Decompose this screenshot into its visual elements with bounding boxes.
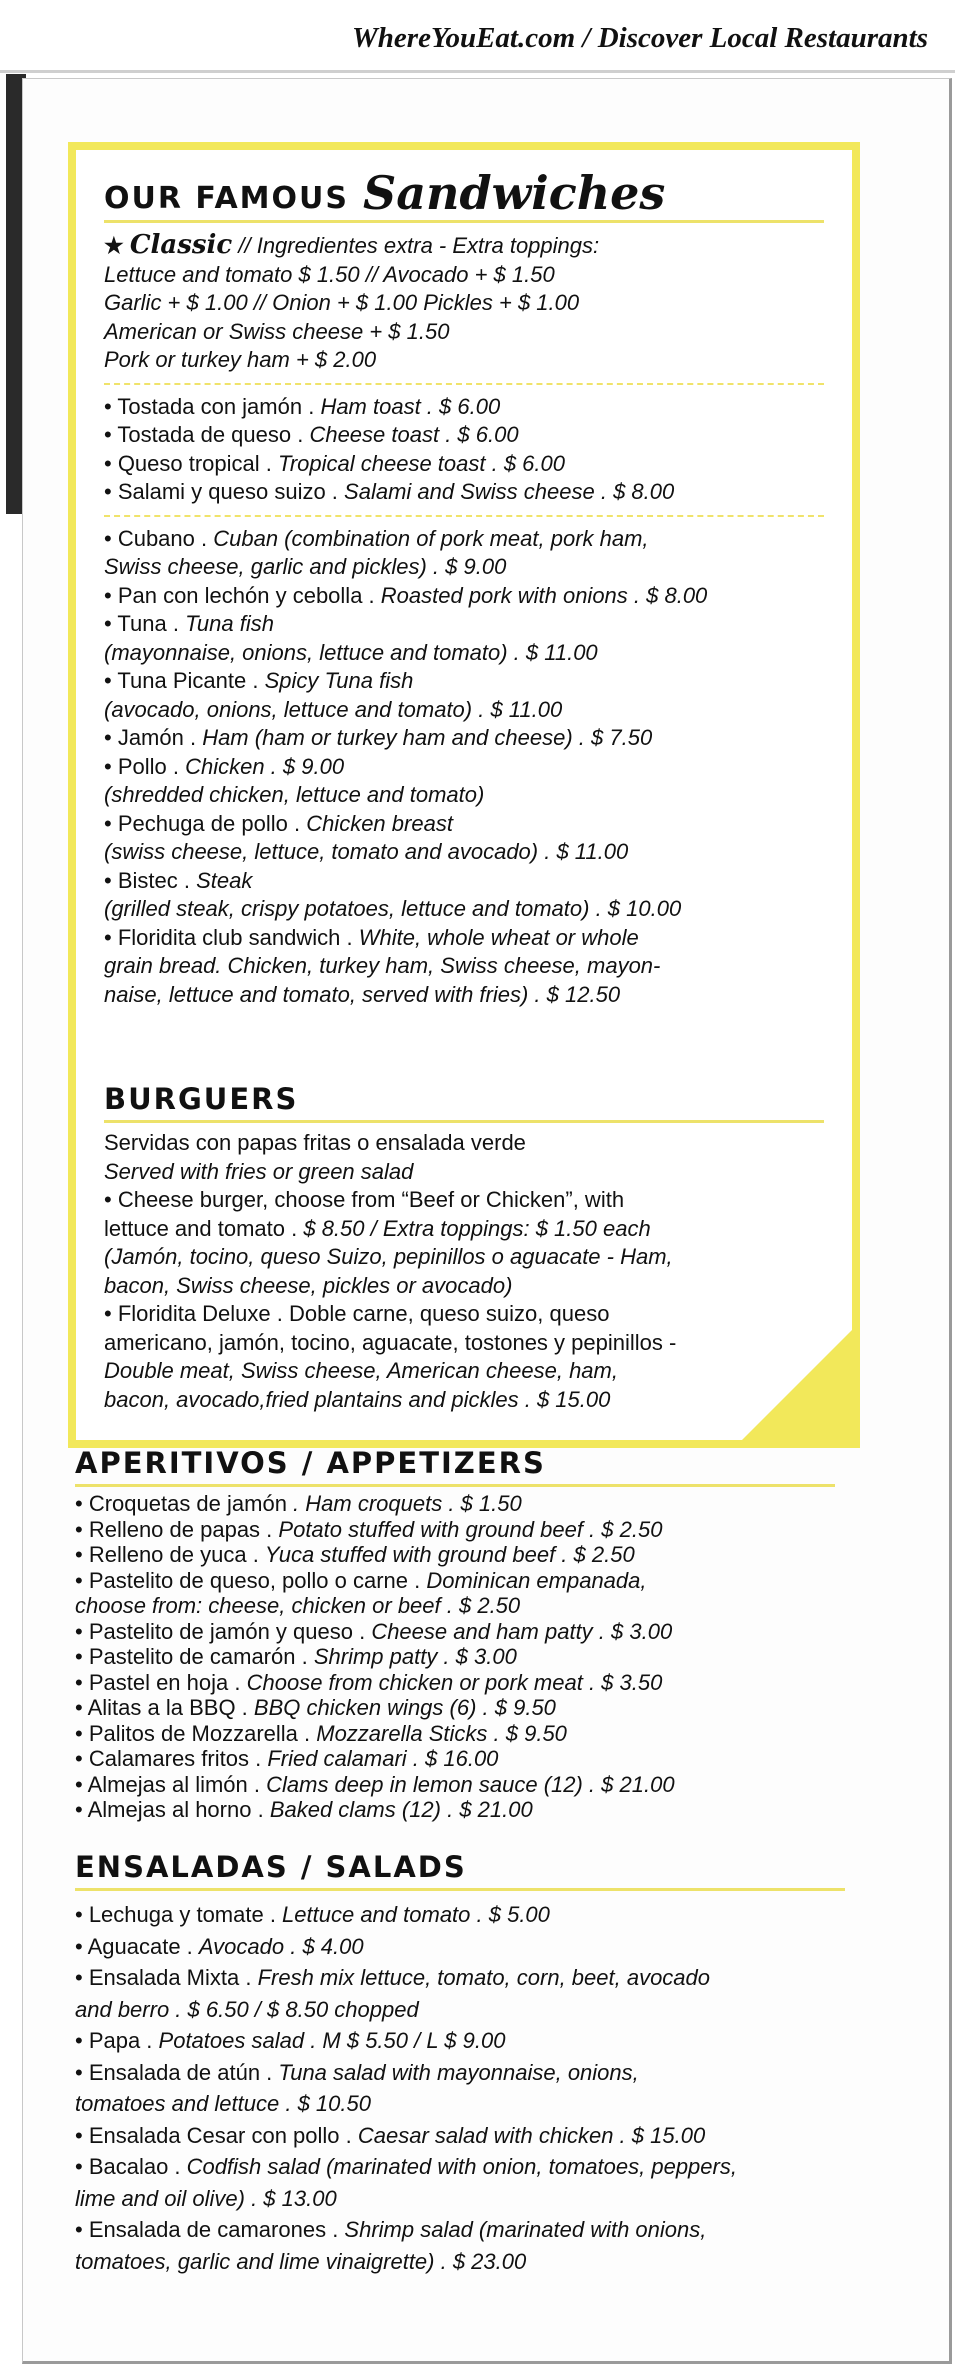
salads-title: ENSALADAS / SALADS	[75, 1850, 467, 1884]
menu-line	[75, 1619, 835, 1645]
item-description: (swiss cheese, lettuce, tomato and avocado) . $ 11.00	[104, 839, 629, 864]
menu-line	[104, 667, 824, 696]
item-name: • Pechuga de pollo .	[104, 810, 307, 836]
menu-line	[104, 1129, 824, 1158]
menu-line	[75, 2151, 845, 2183]
sandwiches-box	[68, 142, 860, 1448]
menu-line	[75, 2025, 845, 2057]
item-description: Steak	[196, 867, 253, 893]
item-name: americano, jamón, tocino, aguacate, tostones y pepinillos -	[104, 1329, 677, 1355]
classic-line: American or Swiss cheese + $ 1.50	[104, 318, 450, 344]
menu-line	[104, 696, 824, 725]
menu-line	[104, 895, 824, 924]
burgers-title: BURGUERS	[104, 1082, 299, 1116]
item-name: • Relleno de yuca .	[75, 1542, 265, 1567]
item-description: Swiss cheese, garlic and pickles) . $ 9.00	[104, 554, 507, 579]
item-description: (mayonnaise, onions, lettuce and tomato) . $ 11.00	[104, 639, 598, 665]
item-description: Spicy Tuna fish	[264, 668, 414, 693]
classic-line: Garlic + $ 1.00 // Onion + $ 1.00 Pickles + $ 1.00	[104, 290, 580, 315]
item-description: bacon, Swiss cheese, pickles or avocado)	[104, 1272, 513, 1298]
item-name: • Ensalada Cesar con pollo .	[75, 2122, 358, 2148]
item-name: Servidas con papas fritas o ensalada verde	[104, 1130, 526, 1155]
item-name: • Bistec .	[104, 867, 197, 893]
menu-line	[104, 724, 824, 753]
menu-line	[104, 781, 824, 810]
item-description: naise, lettuce and tomato, served with fries) . $ 12.50	[104, 981, 621, 1007]
item-description: lime and oil olive) . $ 13.00	[75, 2185, 337, 2211]
item-name: • Ensalada de camarones .	[75, 2217, 345, 2242]
appetizers-title: APERITIVOS / APPETIZERS	[75, 1446, 546, 1480]
item-description: Chicken breast	[306, 810, 453, 836]
item-description: $ 8.50 / Extra toppings: $ 1.50 each	[303, 1215, 651, 1241]
item-name: • Pastel en hoja .	[75, 1669, 247, 1695]
classic-text: // Ingredientes extra - Extra toppings:	[238, 233, 600, 258]
menu-line	[75, 1491, 835, 1517]
menu-line	[75, 1772, 835, 1798]
item-description: Caesar salad with chicken . $ 15.00	[357, 2122, 706, 2148]
section-rule	[75, 1888, 845, 1891]
menu-line	[104, 810, 824, 839]
menu-line	[104, 952, 824, 981]
menu-line	[104, 924, 824, 953]
menu-line	[104, 1158, 824, 1187]
item-name: • Pastelito de jamón y queso .	[75, 1618, 372, 1644]
item-description: (avocado, onions, lettuce and tomato) . $ 11.00	[104, 696, 563, 722]
sandwiches-section	[104, 166, 824, 1009]
classic-line: Lettuce and tomato $ 1.50 // Avocado + $ 1.50	[104, 261, 555, 287]
menu-line	[75, 2088, 845, 2120]
menu-line	[75, 1931, 845, 1963]
menu-line	[75, 1899, 845, 1931]
item-name: • Ensalada de atún .	[75, 2059, 279, 2085]
item-description: . Ham croquets . $ 1.50	[293, 1491, 522, 1516]
star-icon: ★	[104, 233, 130, 258]
item-description: Cuban (combination of pork meat, pork ham,	[213, 525, 649, 551]
menu-line	[75, 1994, 845, 2026]
classic-line-0	[104, 231, 824, 261]
menu-line	[104, 1243, 824, 1272]
item-name: • Pastelito de camarón .	[75, 1644, 314, 1669]
menu-line	[104, 1186, 824, 1215]
item-description: Yuca stuffed with ground beef . $ 2.50	[264, 1542, 635, 1567]
menu-line	[104, 421, 824, 450]
item-description: Potatoes salad . M $ 5.50 / L $ 9.00	[158, 2028, 506, 2053]
sandwiches-title	[104, 166, 824, 220]
menu-line	[75, 1670, 835, 1696]
item-name: • Tuna .	[104, 611, 186, 636]
item-description: Lettuce and tomato . $ 5.00	[282, 1902, 550, 1927]
menu-line	[104, 1329, 824, 1358]
item-name: • Papa .	[75, 2028, 159, 2053]
item-description: BBQ chicken wings (6) . $ 9.50	[253, 1695, 556, 1720]
menu-line	[104, 981, 824, 1010]
menu-line	[75, 1593, 835, 1619]
item-name: • Tostada de queso .	[104, 422, 310, 447]
item-name: • Tuna Picante .	[104, 668, 265, 693]
menu-line	[104, 525, 824, 554]
menu-line	[104, 1215, 824, 1244]
burgers-section	[104, 1082, 824, 1414]
item-description: Fresh mix lettuce, tomato, corn, beet, avocado	[257, 1965, 711, 1990]
item-description: choose from: cheese, chicken or beef . $ 2.50	[75, 1593, 521, 1618]
menu-line	[104, 610, 824, 639]
item-description: Shrimp patty . $ 3.00	[313, 1644, 517, 1669]
item-description: Ham (ham or turkey ham and cheese) . $ 7.50	[202, 725, 653, 750]
item-description: Fried calamari . $ 16.00	[267, 1746, 499, 1771]
item-name: • Floridita club sandwich .	[104, 924, 359, 950]
sandwich-group-2	[104, 525, 824, 1010]
sandwich-group-1	[104, 393, 824, 507]
menu-line	[104, 639, 824, 668]
item-name: • Calamares fritos .	[75, 1746, 268, 1771]
item-description: bacon, avocado,fried plantains and pickles . $ 15.00	[104, 1386, 611, 1412]
menu-line	[104, 1272, 824, 1301]
item-description: Double meat, Swiss cheese, American cheese, ham,	[104, 1358, 618, 1383]
item-description: tomatoes, garlic and lime vinaigrette) . $ 23.00	[75, 2248, 527, 2274]
menu-line	[75, 1962, 845, 1994]
site-header[interactable]: WhereYouEat.com / Discover Local Restaurants	[352, 22, 928, 54]
header-rule	[0, 70, 955, 73]
item-name: • Salami y queso suizo .	[104, 479, 345, 504]
menu-line	[104, 1386, 824, 1415]
salads-section	[75, 1850, 845, 2277]
menu-line	[75, 2246, 845, 2278]
item-description: Cheese toast . $ 6.00	[309, 422, 519, 447]
item-description: Codfish salad (marinated with onion, tomatoes, peppers,	[186, 2154, 737, 2179]
item-description: Mozzarella Sticks . $ 9.50	[316, 1720, 567, 1746]
item-description: Tropical cheese toast . $ 6.00	[278, 450, 565, 476]
section-rule	[104, 1120, 824, 1123]
menu-line	[75, 1542, 835, 1568]
item-name: • Almejas al horno .	[75, 1797, 270, 1822]
menu-line	[75, 1746, 835, 1772]
item-description: tomatoes and lettuce . $ 10.50	[75, 2091, 371, 2116]
menu-line	[104, 393, 824, 422]
item-description: grain bread. Chicken, turkey ham, Swiss cheese, mayon-	[104, 953, 661, 978]
sandwiches-title-script: Sandwiches	[363, 166, 666, 220]
item-name: • Palitos de Mozzarella .	[75, 1720, 317, 1746]
item-name: lettuce and tomato .	[104, 1215, 304, 1241]
item-description: Clams deep in lemon sauce (12) . $ 21.00	[266, 1771, 675, 1797]
menu-line	[104, 450, 824, 479]
menu-line	[104, 753, 824, 782]
classic-line: Pork or turkey ham + $ 2.00	[104, 347, 377, 372]
menu-line	[104, 838, 824, 867]
item-description: Roasted pork with onions . $ 8.00	[380, 582, 708, 608]
item-description: Chicken . $ 9.00	[185, 753, 345, 779]
dotted-divider	[104, 383, 824, 385]
item-name: • Relleno de papas .	[75, 1516, 279, 1542]
item-name: • Croquetas de jamón	[75, 1491, 294, 1516]
item-description: and berro . $ 6.50 / $ 8.50 chopped	[75, 1996, 419, 2022]
item-description: Doble carne, queso suizo, queso	[289, 1301, 610, 1326]
item-name: • Alitas a la BBQ .	[75, 1695, 254, 1720]
item-name: • Ensalada Mixta .	[75, 1965, 258, 1990]
item-name: • Aguacate .	[75, 1933, 199, 1959]
section-rule	[75, 1484, 835, 1487]
item-name: • Pastelito de queso, pollo o carne .	[75, 1567, 427, 1593]
menu-line	[75, 2183, 845, 2215]
appetizers-list	[75, 1491, 835, 1823]
menu-line	[75, 2057, 845, 2089]
menu-line	[104, 582, 824, 611]
menu-line	[104, 553, 824, 582]
item-description: White, whole wheat or whole	[358, 924, 639, 950]
burgers-list	[104, 1129, 824, 1414]
menu-line	[75, 1695, 835, 1721]
item-description: Served with fries or green salad	[104, 1158, 414, 1184]
item-description: Baked clams (12) . $ 21.00	[269, 1797, 533, 1822]
menu-line	[104, 1300, 824, 1329]
item-description: Salami and Swiss cheese . $ 8.00	[344, 479, 675, 504]
item-name: • Jamón .	[104, 725, 203, 750]
section-rule	[104, 220, 824, 223]
item-description: Cheese and ham patty . $ 3.00	[371, 1618, 673, 1644]
salads-list	[75, 1899, 845, 2277]
item-description: Dominican empanada,	[426, 1567, 647, 1593]
item-name: • Almejas al limón .	[75, 1771, 267, 1797]
item-description: (shredded chicken, lettuce and tomato)	[104, 782, 485, 807]
classic-label: Classic	[129, 230, 233, 260]
item-name: • Lechuga y tomate .	[75, 1902, 283, 1927]
item-name: • Pollo .	[104, 753, 186, 779]
appetizers-section	[75, 1446, 835, 1823]
menu-line	[75, 1797, 835, 1823]
item-description: Ham toast . $ 6.00	[320, 393, 501, 419]
item-name: • Cheese burger, choose from “Beef or Chicken”, with	[104, 1187, 625, 1212]
dotted-divider	[104, 515, 824, 517]
classic-block	[104, 231, 824, 375]
menu-line	[104, 1357, 824, 1386]
menu-line	[75, 1568, 835, 1594]
item-name: • Pan con lechón y cebolla .	[104, 582, 381, 608]
item-description: Shrimp salad (marinated with onions,	[344, 2217, 707, 2242]
item-name: • Tostada con jamón .	[104, 393, 321, 419]
item-name: • Queso tropical .	[104, 450, 279, 476]
item-description: Avocado . $ 4.00	[198, 1933, 364, 1959]
item-name: • Cubano .	[104, 525, 214, 551]
item-name: • Floridita Deluxe .	[104, 1301, 289, 1326]
menu-line	[75, 2214, 845, 2246]
item-description: (Jamón, tocino, queso Suizo, pepinillos o aguacate - Ham,	[104, 1244, 673, 1269]
menu-line	[75, 1721, 835, 1747]
menu-line	[75, 2120, 845, 2152]
item-description: Tuna salad with mayonnaise, onions,	[278, 2059, 639, 2085]
item-description: Choose from chicken or pork meat . $ 3.50	[246, 1669, 663, 1695]
item-description: (grilled steak, crispy potatoes, lettuce and tomato) . $ 10.00	[104, 896, 682, 921]
item-description: Potato stuffed with ground beef . $ 2.50	[278, 1516, 663, 1542]
menu-line	[104, 478, 824, 507]
item-description: Tuna fish	[185, 611, 274, 636]
sandwiches-title-prefix: OUR FAMOUS	[104, 181, 349, 216]
menu-line	[104, 867, 824, 896]
item-name: • Bacalao .	[75, 2154, 187, 2179]
menu-line	[75, 1644, 835, 1670]
menu-line	[75, 1517, 835, 1543]
